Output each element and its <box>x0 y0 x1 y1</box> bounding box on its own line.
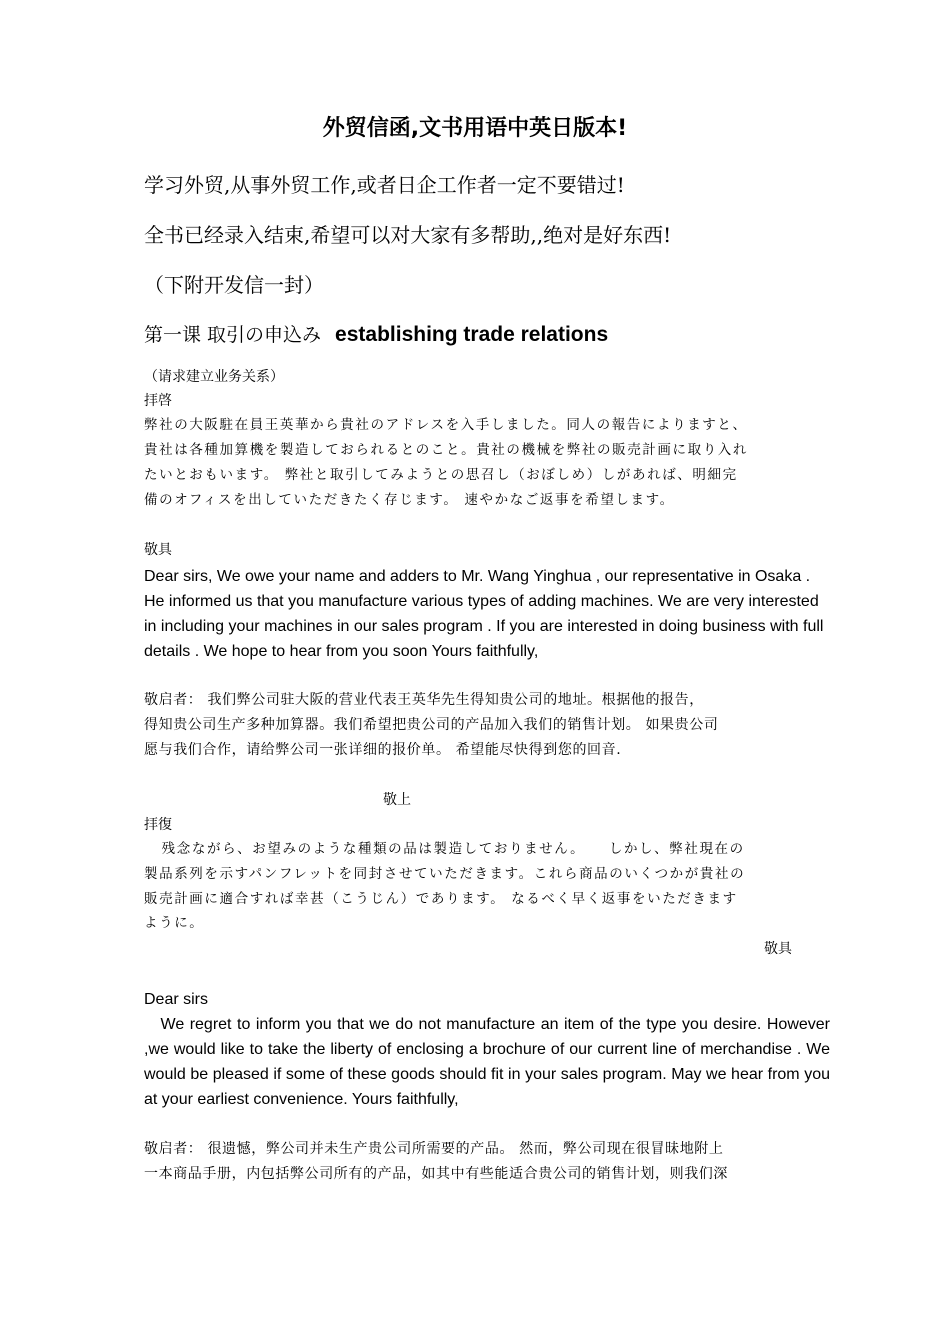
letter2-header-jp: 敬上 <box>383 792 411 808</box>
letter2-body-jp-line: ように。 <box>144 915 205 931</box>
letter1-body-cn-line: 愿与我们合作，请给弊公司一张详细的报价单。 希望能尽快得到您的回音. <box>144 742 622 758</box>
document-title: 外贸信函,文书用语中英日版本! <box>322 116 628 141</box>
letter1-opening-jp: 拝啓 <box>144 393 172 409</box>
intro-line-2: 全书已经录入结束,希望可以对大家有多帮助,,绝对是好东西! <box>144 223 672 247</box>
intro-line-3: （下附开发信一封） <box>144 273 324 297</box>
letter1-body-jp-line: たいとおもいます。 弊社と取引してみようとの思召し（おぼしめ）しがあれば、明細完 <box>144 467 738 483</box>
letter1-body-cn-line: 得知贵公司生产多种加算器。我们希望把贵公司的产品加入我们的销售计划。 如果贵公司 <box>144 717 719 733</box>
letter2-body-cn-line: 敬启者： 很遗憾，弊公司并未生产贵公司所需要的产品。 然而，弊公司现在很冒昧地附上 <box>144 1141 724 1157</box>
letter2-salutation-en: Dear sirs <box>144 991 209 1008</box>
lesson-english-title: establishing trade relations <box>335 323 609 346</box>
letter2-closing-jp: 敬具 <box>764 941 792 957</box>
letter2-body-en: We regret to inform you that we do not manufacture an item of the type you desire. However ,we would like to take the liberty of enclosing a brochure of our current line of merchandise . We would be pleased if some of these goods should fit in your sales program. May we hear from you at your earliest convenience. Yours faithfully, <box>144 1016 835 1108</box>
lesson-prefix: 第一课 取引の申込み <box>144 324 322 346</box>
letter2-body-jp-line: 製品系列を示すパンフレットを同封させていただきます。これら商品のいくつかが貴社の <box>144 866 746 882</box>
letter1-body-en: Dear sirs, We owe your name and adders to Mr. Wang Yinghua , our representative in Osaka . He informed us that you manufacture various types of adding machines. We are very interested in including your machines in our sales program . If you are interested in doing business with full details . We hope to hear from you soon Yours faithfully, <box>144 568 824 660</box>
intro-line-1: 学习外贸,从事外贸工作,或者日企工作者一定不要错过! <box>144 173 625 197</box>
letter1-closing-jp: 敬具 <box>144 542 172 558</box>
letter2-body-jp-line: 販売計画に適合すれば幸甚（こうじん）であります。 なるべく早く返事をいただきます <box>144 891 738 907</box>
lesson-subtitle: （请求建立业务关系） <box>144 369 284 385</box>
letter2-body-jp-line: 残念ながら、お望みのような種類の品は製造しておりません。 しかし、弊社現在の <box>144 841 745 857</box>
letter1-body-jp-line: 弊社の大阪駐在員王英華から貴社のアドレスを入手しました。同人の報告によりますと、 <box>144 417 748 433</box>
letter2-opening-jp: 拝復 <box>144 817 172 833</box>
lesson-heading <box>144 318 608 352</box>
letter1-body-jp-line: 備のオフィスを出していただきたく存じます。 速やかなご返事を希望します。 <box>144 492 675 508</box>
letter1-body-jp-line: 貴社は各種加算機を製造しておられるとのこと。貴社の機械を弊社の販売計画に取り入れ <box>144 442 748 458</box>
letter1-body-cn-line: 敬启者： 我们弊公司驻大阪的营业代表王英华先生得知贵公司的地址。根据他的报告， <box>144 692 704 708</box>
letter2-body-cn-line: 一本商品手册，内包括弊公司所有的产品，如其中有些能适合贵公司的销售计划，则我们深 <box>144 1166 728 1182</box>
